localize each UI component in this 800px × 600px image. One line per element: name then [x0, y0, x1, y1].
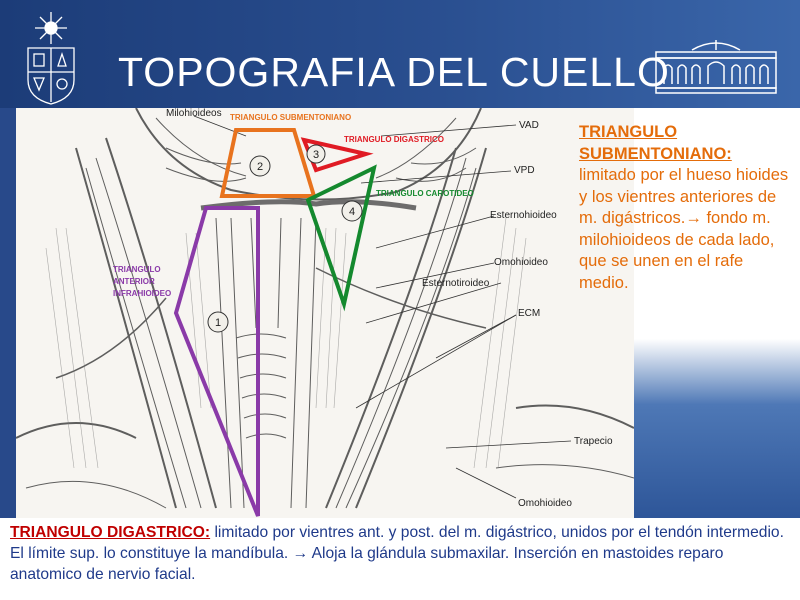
- label-esternotiroideo: Esternotiroideo: [422, 278, 490, 289]
- university-crest-icon: [22, 8, 80, 106]
- triangle-number-4: 4: [348, 206, 356, 218]
- label-triangulo-carotideo: TRIANGULO CAROTIDEO: [376, 189, 474, 198]
- triangle-number-3: 3: [312, 149, 320, 161]
- side-note-heading: [579, 122, 794, 165]
- anterior-infrahyoid-triangle-outline: [176, 208, 258, 516]
- bottom-note-body: limitado por vientres ant. y post. del m. digástrico, unidos por el tendón intermedio. El límite sup. lo constituye la mandíbula. → Aloja la glándula submaxilar. Inserción en mastoides reparo anatomico de nervio facial.: [10, 524, 784, 583]
- side-note: [579, 122, 794, 294]
- side-note-body: limitado por el hueso hioides y los vientres anteriores de m. digástricos.→ fondo m. milohioideos de cada lado, que se unen en el rafe medio.: [579, 166, 789, 292]
- label-omohioideo-upper: Omohioideo: [494, 257, 548, 268]
- label-triangulo-anterior-line-1: TRIANGULO: [113, 265, 161, 274]
- side-note-heading-line-2: SUBMENTONIANO:: [579, 144, 732, 163]
- neck-anatomy-figure: [16, 108, 634, 518]
- neck-anatomy-illustration: [16, 108, 634, 518]
- label-triangulo-anterior-line-3: INFRAHIOIDEO: [113, 289, 172, 298]
- bottom-note-heading: TRIANGULO DIGASTRICO:: [10, 524, 211, 541]
- label-triangulo-anterior-line-2: ANTERIOR: [113, 277, 155, 286]
- label-triangulo-submentoniano: TRIANGULO SUBMENTONIANO: [230, 113, 352, 122]
- label-trapecio: Trapecio: [574, 436, 613, 447]
- label-ecm: ECM: [518, 308, 541, 319]
- label-esternohioideo: Esternohioideo: [490, 210, 557, 221]
- slide-title: TOPOGRAFIA DEL CUELLO: [118, 49, 670, 95]
- triangle-number-2: 2: [256, 161, 264, 173]
- triangle-number-1: 1: [214, 317, 222, 329]
- label-vad: VAD: [519, 120, 539, 131]
- label-omohioideo-lower: Omohioideo: [518, 498, 572, 509]
- university-building-icon: [652, 38, 780, 94]
- carotid-triangle-outline: [308, 168, 374, 304]
- label-milohioideos: Milohioideos: [166, 108, 222, 119]
- bottom-note: [10, 522, 794, 585]
- label-vpd: VPD: [514, 165, 535, 176]
- label-triangulo-digastrico: TRIANGULO DIGASTRICO: [344, 135, 444, 144]
- left-band: [0, 108, 16, 520]
- side-note-heading-line-1: TRIANGULO: [579, 123, 678, 141]
